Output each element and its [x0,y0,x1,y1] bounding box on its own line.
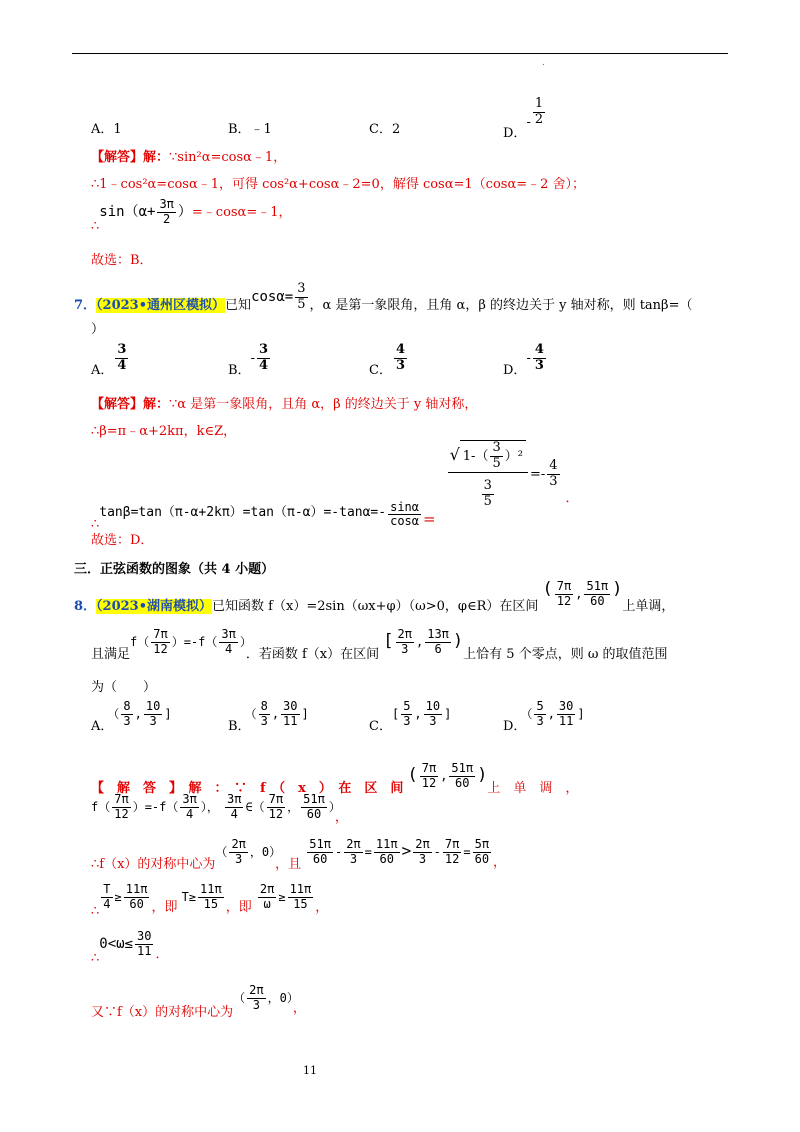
q8-stem-line2: 且满足f（ $\frac{7\pi}{12}$ ）=-f（ $\frac{3\pi}{4}$ ）．若函数 f（x）在区间 [ $\frac{2\pi}{3}$ , $\frac{13\pi}{6}$ )上恰有 5 个零点，则 ω 的取值范围 [91,627,668,662]
section-heading: 三．正弦函数的图象（共 4 小题） [74,562,275,577]
q7-solution-line2: ∴β=π﹣α+2kπ，k∈Z， [91,424,237,439]
q8-solution-line2: f（ $\frac{7\pi}{12}$ ）=-f（ $\frac{3\pi}{4}$ ）， $\frac{3\pi}{4}$ ∈（ $\frac{7\pi}{12}$ ， $\frac{51\pi}{60}$ ）， [91,792,348,825]
fraction: $\frac{1}{2}$ [534,96,544,127]
q7-option-a: A． $\frac{3}{4}$ [91,342,127,378]
header-rule [72,53,728,54]
q8-solution-line1: 【 解 答 】 解 ： ∵ f （ x ） 在 区 间 ( $\frac{7\pi}{12}$ , $\frac{51\pi}{60}$ )上 单 调 ， [91,761,579,796]
q6-option-c: C．2 [369,122,401,137]
q6-solution-line2: ∴1﹣cos²α=cosα﹣1，可得 cos²α+cosα﹣2=0，解得 cosα=1（cosα=﹣2 舍）； [91,177,586,192]
q8-solution-line4: ∴ $\frac{T}{4}$ ≥ $\frac{11\pi}{60}$ ，即 T≥ $\frac{11\pi}{15}$ ，即 $\frac{2\pi}{\omega}$ ≥ $\frac{11\pi}{15}$ ， [91,882,329,919]
q8-option-c: C．[ $\frac{5}{3}$ , $\frac{10}{3}$ ] [369,699,452,734]
q6-solution-line3: ∴sin（α+ $\frac{3\pi}{2}$ ）=﹣cosα=﹣1， [91,197,292,234]
q6-option-b: B．﹣1 [228,122,272,137]
q8-stem-line1: 8．（2023•湖南模拟）已知函数 f（x）=2sin（ωx+φ）（ω>0，φ∈R）在区间 ( $\frac{7\pi}{12}$ , $\frac{51\pi}{60}$ )上单调， [74,578,675,614]
header-dot: . [542,58,545,68]
q7-option-b: B．- $\frac{3}{4}$ [228,342,269,378]
q7-stem: 7．（2023•通州区模拟）已知cosα= $\frac{3}{5}$ ，α 是第一象限角，且角 α，β 的终边关于 y 轴对称，则 tanβ=（ [74,281,693,313]
q7-option-c: C． $\frac{4}{3}$ [369,342,405,378]
q8-solution-line6: 又∵f（x）的对称中心为（ $\frac{2\pi}{3}$ ，0）， [91,983,306,1020]
q8-option-b: B．（ $\frac{8}{3}$ , $\frac{30}{11}$ ] [228,699,309,734]
q8-stem-line3: 为（ ） [91,680,157,695]
q6-option-a: A．1 [91,122,122,137]
q7-choose: 故选：D． [91,533,154,548]
q7-option-d: D．- $\frac{4}{3}$ [503,342,544,378]
page-number: 11 [303,1064,317,1077]
q7-solution-line3: ∴tanβ=tan（π-α+2kπ）=tan（π-α）=-tanα=- $\frac{\sin\alpha}{\cos\alpha}$ = √ 1-（ $\frac{3}{5}$ ）² $\frac{3}{5}$ =- $\frac{4}{3}$ ． [91,440,579,533]
q8-option-d: D．（ $\frac{5}{3}$ , $\frac{30}{11}$ ] [503,699,585,734]
q8-option-a: A．（ $\frac{8}{3}$ , $\frac{10}{3}$ ] [91,699,172,734]
q8-solution-line3: ∴f（x）的对称中心为（ $\frac{2\pi}{3}$ ，0），且 $\frac{51\pi}{60}$ - $\frac{2\pi}{3}$ = $\frac{11\pi}{60}$ > $\frac{2\pi}{3}$ - $\frac{7\pi}{12}$ = $\frac{5\pi}{60}$ ， [91,837,507,872]
q6-choose: 故选：B． [91,253,153,268]
q6-option-d: D．- $\frac{1}{2}$ [503,96,544,141]
q7-solution-line1: 【解答】解：∵α 是第一象限角，且角 α，β 的终边关于 y 轴对称， [91,397,478,412]
q8-solution-line5: ∴0<ω≤ $\frac{30}{11}$ ． [91,929,169,966]
q7-stem-close: ） [91,322,105,337]
q6-solution-line1: 【解答】解：∵sin²α=cosα﹣1， [91,150,287,165]
